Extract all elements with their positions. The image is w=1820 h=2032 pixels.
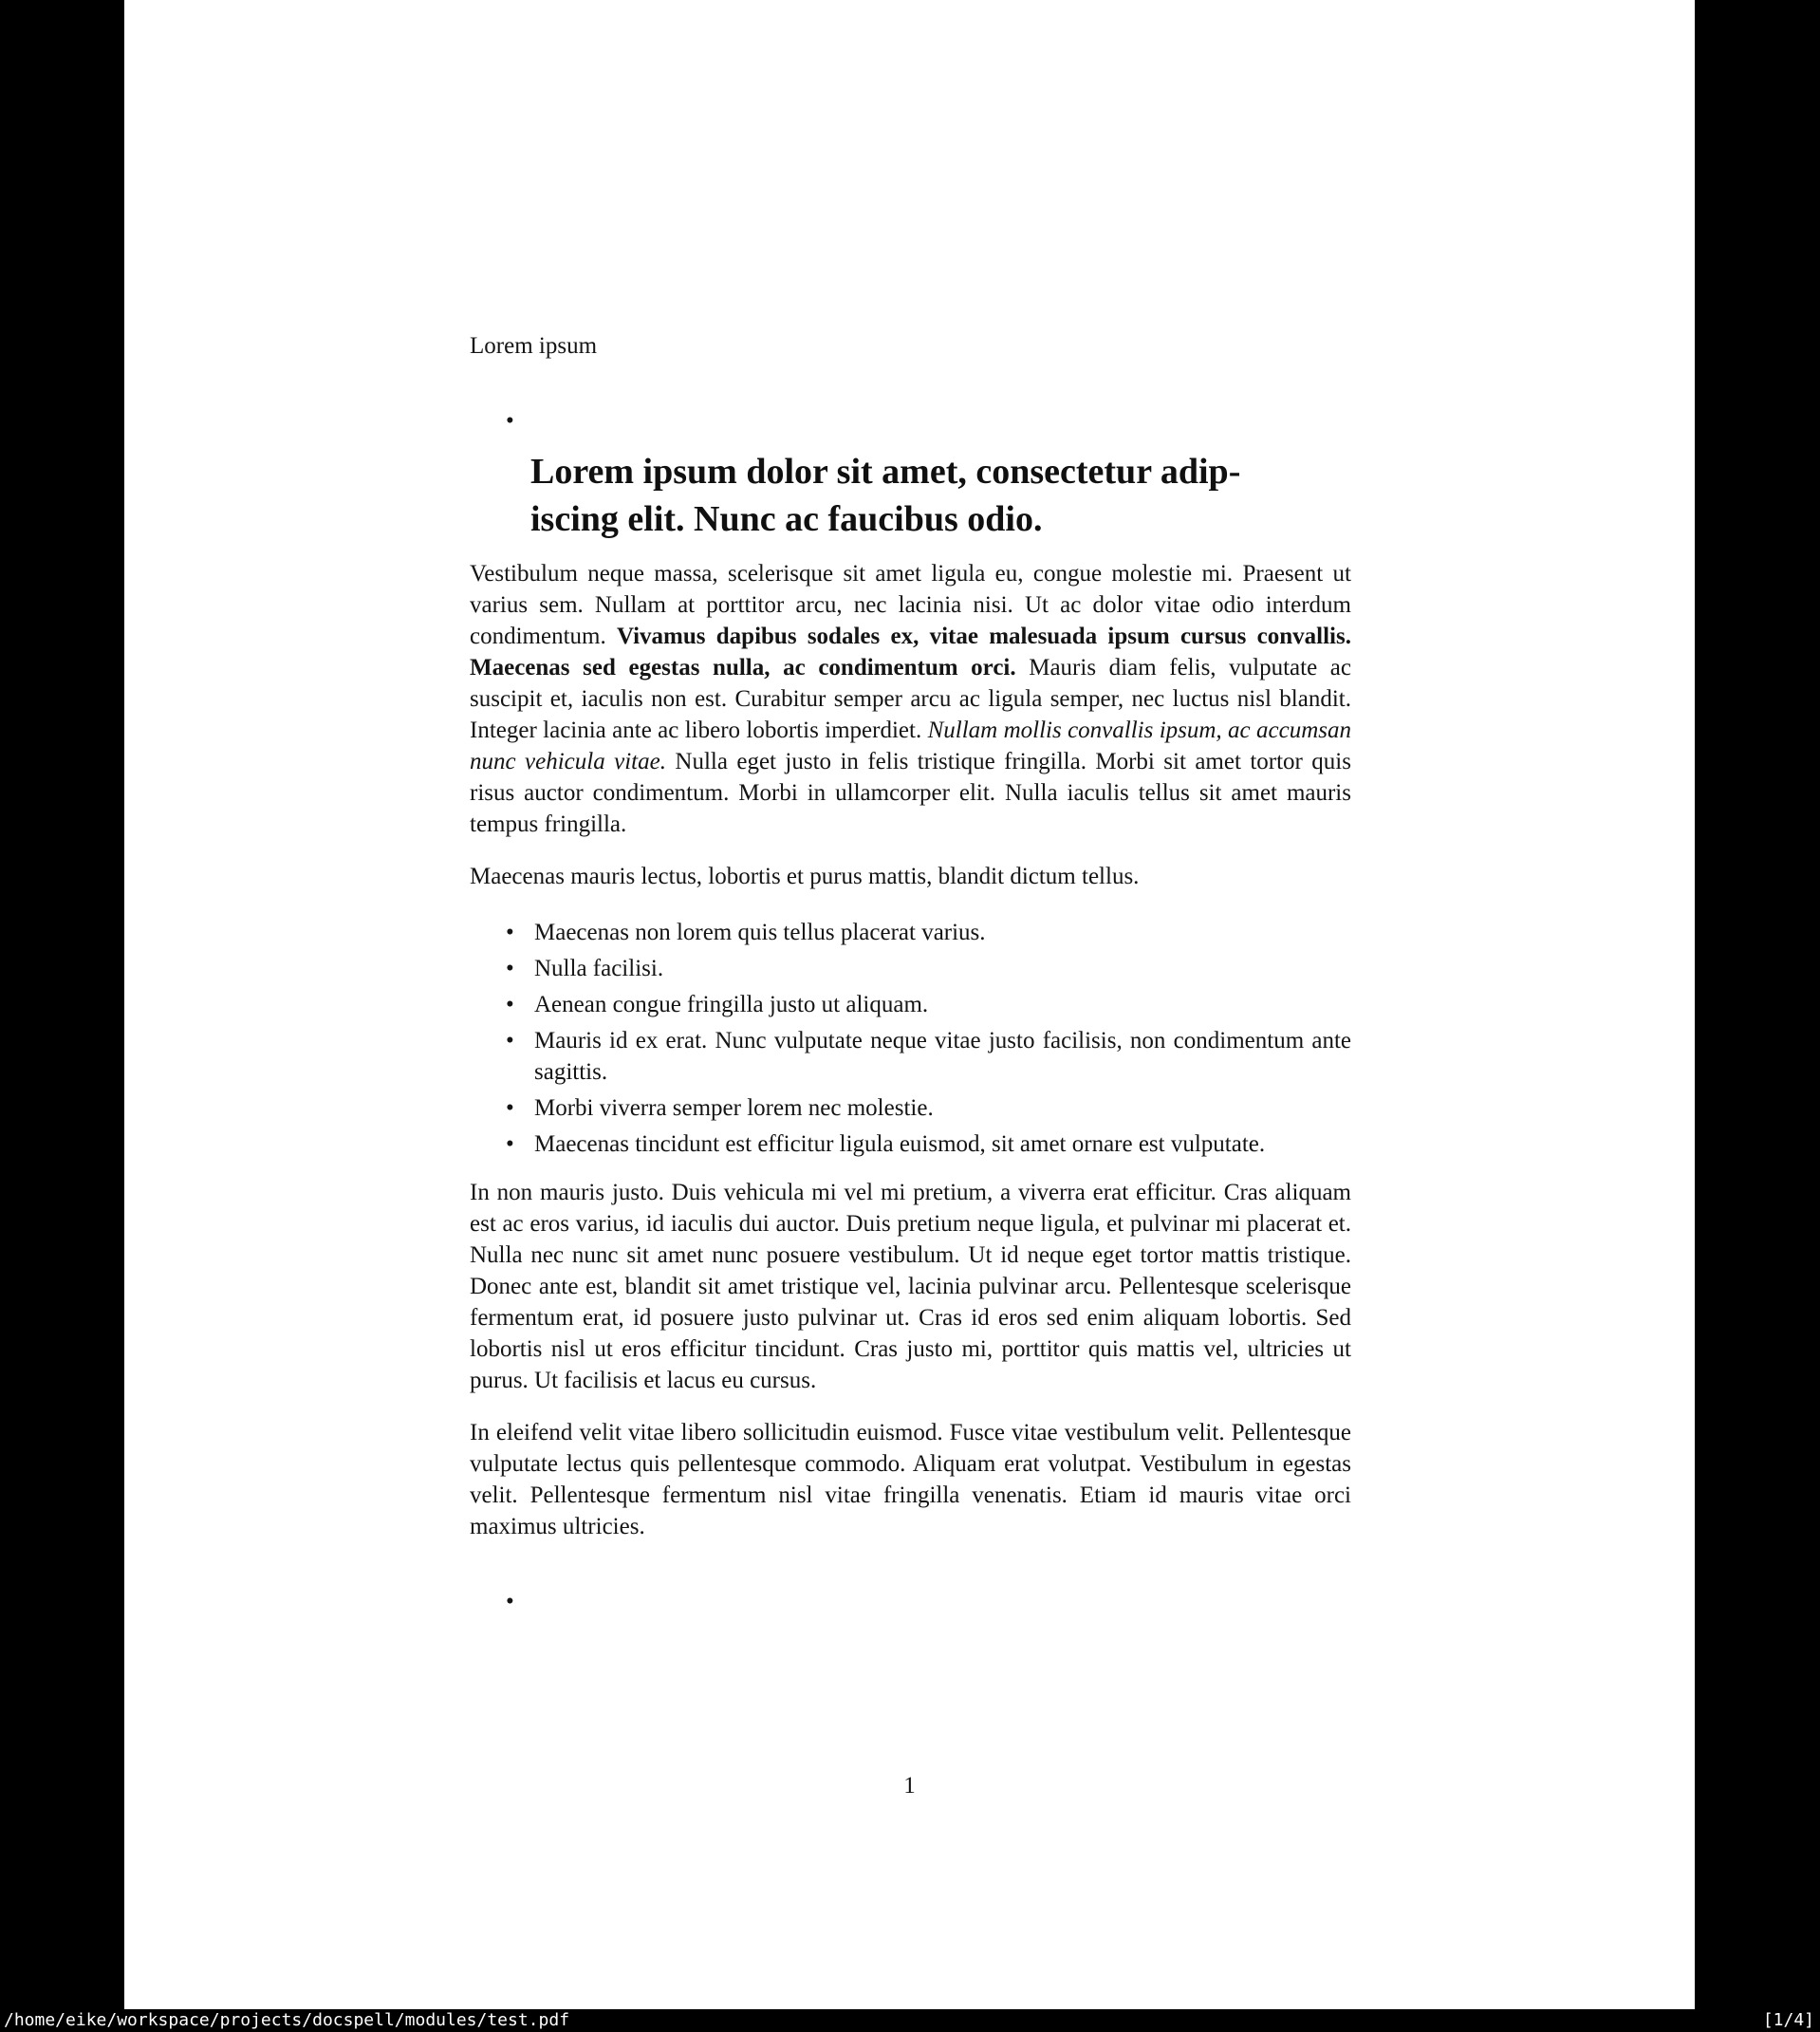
pdf-page[interactable] [124, 0, 1695, 2009]
page-number: 1 [903, 1773, 916, 1799]
section-heading [530, 448, 1351, 543]
list-item: • Morbi viverra semper lorem nec molestie. [534, 1092, 1351, 1124]
bullet-icon: • [506, 408, 514, 434]
paragraph-1-segment: Mauris diam felis, vulputate ac suscipit et, iaculis non est. Curabitur semper arcu ac ligula semper, nec luctus nisl blandit. Integer lacinia ante ac libero lobortis imperdiet. [470, 655, 1351, 743]
paragraph-1-italic-segment: Nullam mollis convallis ipsum, ac accumsan nunc vehicula vitae. [470, 718, 1351, 774]
list-item: • Nulla facilisi. [534, 953, 1351, 984]
intro-line: Lorem ipsum [470, 333, 598, 359]
paragraph-3: In non mauris justo. Duis vehicula mi vel mi pretium, a viverra erat efficitur. Cras aliquam est ac eros varius, id iaculis dui auctor. Duis pretium neque ligula, et pulvinar mi placerat et. Nulla nec nunc sit amet nunc posuere vestibulum. Ut id neque eget tortor mattis tristique. Donec ante est, blandit sit amet tristique vel, lacinia pulvinar arcu. Pellentesque scelerisque fermentum erat, id posuere justo pulvinar ut. Cras id eros sed enim aliquam lobortis. Sed lobortis nisl ut eros efficitur tincidunt. Cras justo mi, porttitor quis mattis vel, ultricies ut purus. Ut facilisis et lacus eu cursus. [470, 1180, 1351, 1393]
section-heading-line-2: iscing elit. Nunc ac faucibus odio. [530, 499, 1043, 539]
status-file-path: /home/eike/workspace/projects/docspell/modules/test.pdf [4, 2010, 570, 2030]
paragraph-1 [470, 558, 1351, 840]
paragraph-2: Maecenas mauris lectus, lobortis et purus mattis, blandit dictum tellus. [470, 864, 1140, 889]
status-bar [0, 2009, 1820, 2032]
empty-list-item-bottom [470, 1586, 1351, 1617]
list-item: • Maecenas non lorem quis tellus placerat varius. [534, 917, 1351, 948]
list-item: • Maecenas tincidunt est efficitur ligula euismod, sit amet ornare est vulputate. [534, 1128, 1351, 1160]
document-content [124, 0, 1695, 1617]
paragraph-1-segment: Vestibulum neque massa, scelerisque sit amet ligula eu, congue molestie mi. Praesent ut varius sem. Nullam at porttitor arcu, nec lacinia nisi. Ut ac dolor vitae odio interdum condimentum. [470, 561, 1351, 649]
paragraph-1-bold-segment: Vivamus dapibus sodales ex, vitae malesuada ipsum cursus convallis. Maecenas sed egestas nulla, ac condimentum orci. [470, 624, 1351, 680]
bullet-icon: • [506, 1589, 514, 1614]
bullet-list [470, 917, 1351, 1160]
section-heading-line-1: Lorem ipsum dolor sit amet, consectetur adip- [530, 452, 1241, 492]
status-page-indicator: [1/4] [1762, 2010, 1814, 2030]
paragraph-4: In eleifend velit vitae libero sollicitudin euismod. Fusce vitae vestibulum velit. Pellentesque vulputate lectus quis pellentesque commodo. Aliquam erat volutpat. Vestibulum in egestas velit. Pellentesque fermentum nisl vitae fringilla venenatis. Etiam id mauris vitae orci maximus ultricies. [470, 1420, 1351, 1539]
list-item: • Mauris id ex erat. Nunc vulputate neque vitae justo facilisis, non condimentum ante sagittis. [534, 1025, 1351, 1088]
paragraph-1-segment: Nulla eget justo in felis tristique fringilla. Morbi sit amet tortor quis risus auctor condimentum. Morbi in ullamcorper elit. Nulla iaculis tellus sit amet mauris tempus fringilla. [470, 749, 1351, 837]
list-item: • Aenean congue fringilla justo ut aliquam. [534, 989, 1351, 1020]
empty-list-item-top [470, 405, 1351, 437]
